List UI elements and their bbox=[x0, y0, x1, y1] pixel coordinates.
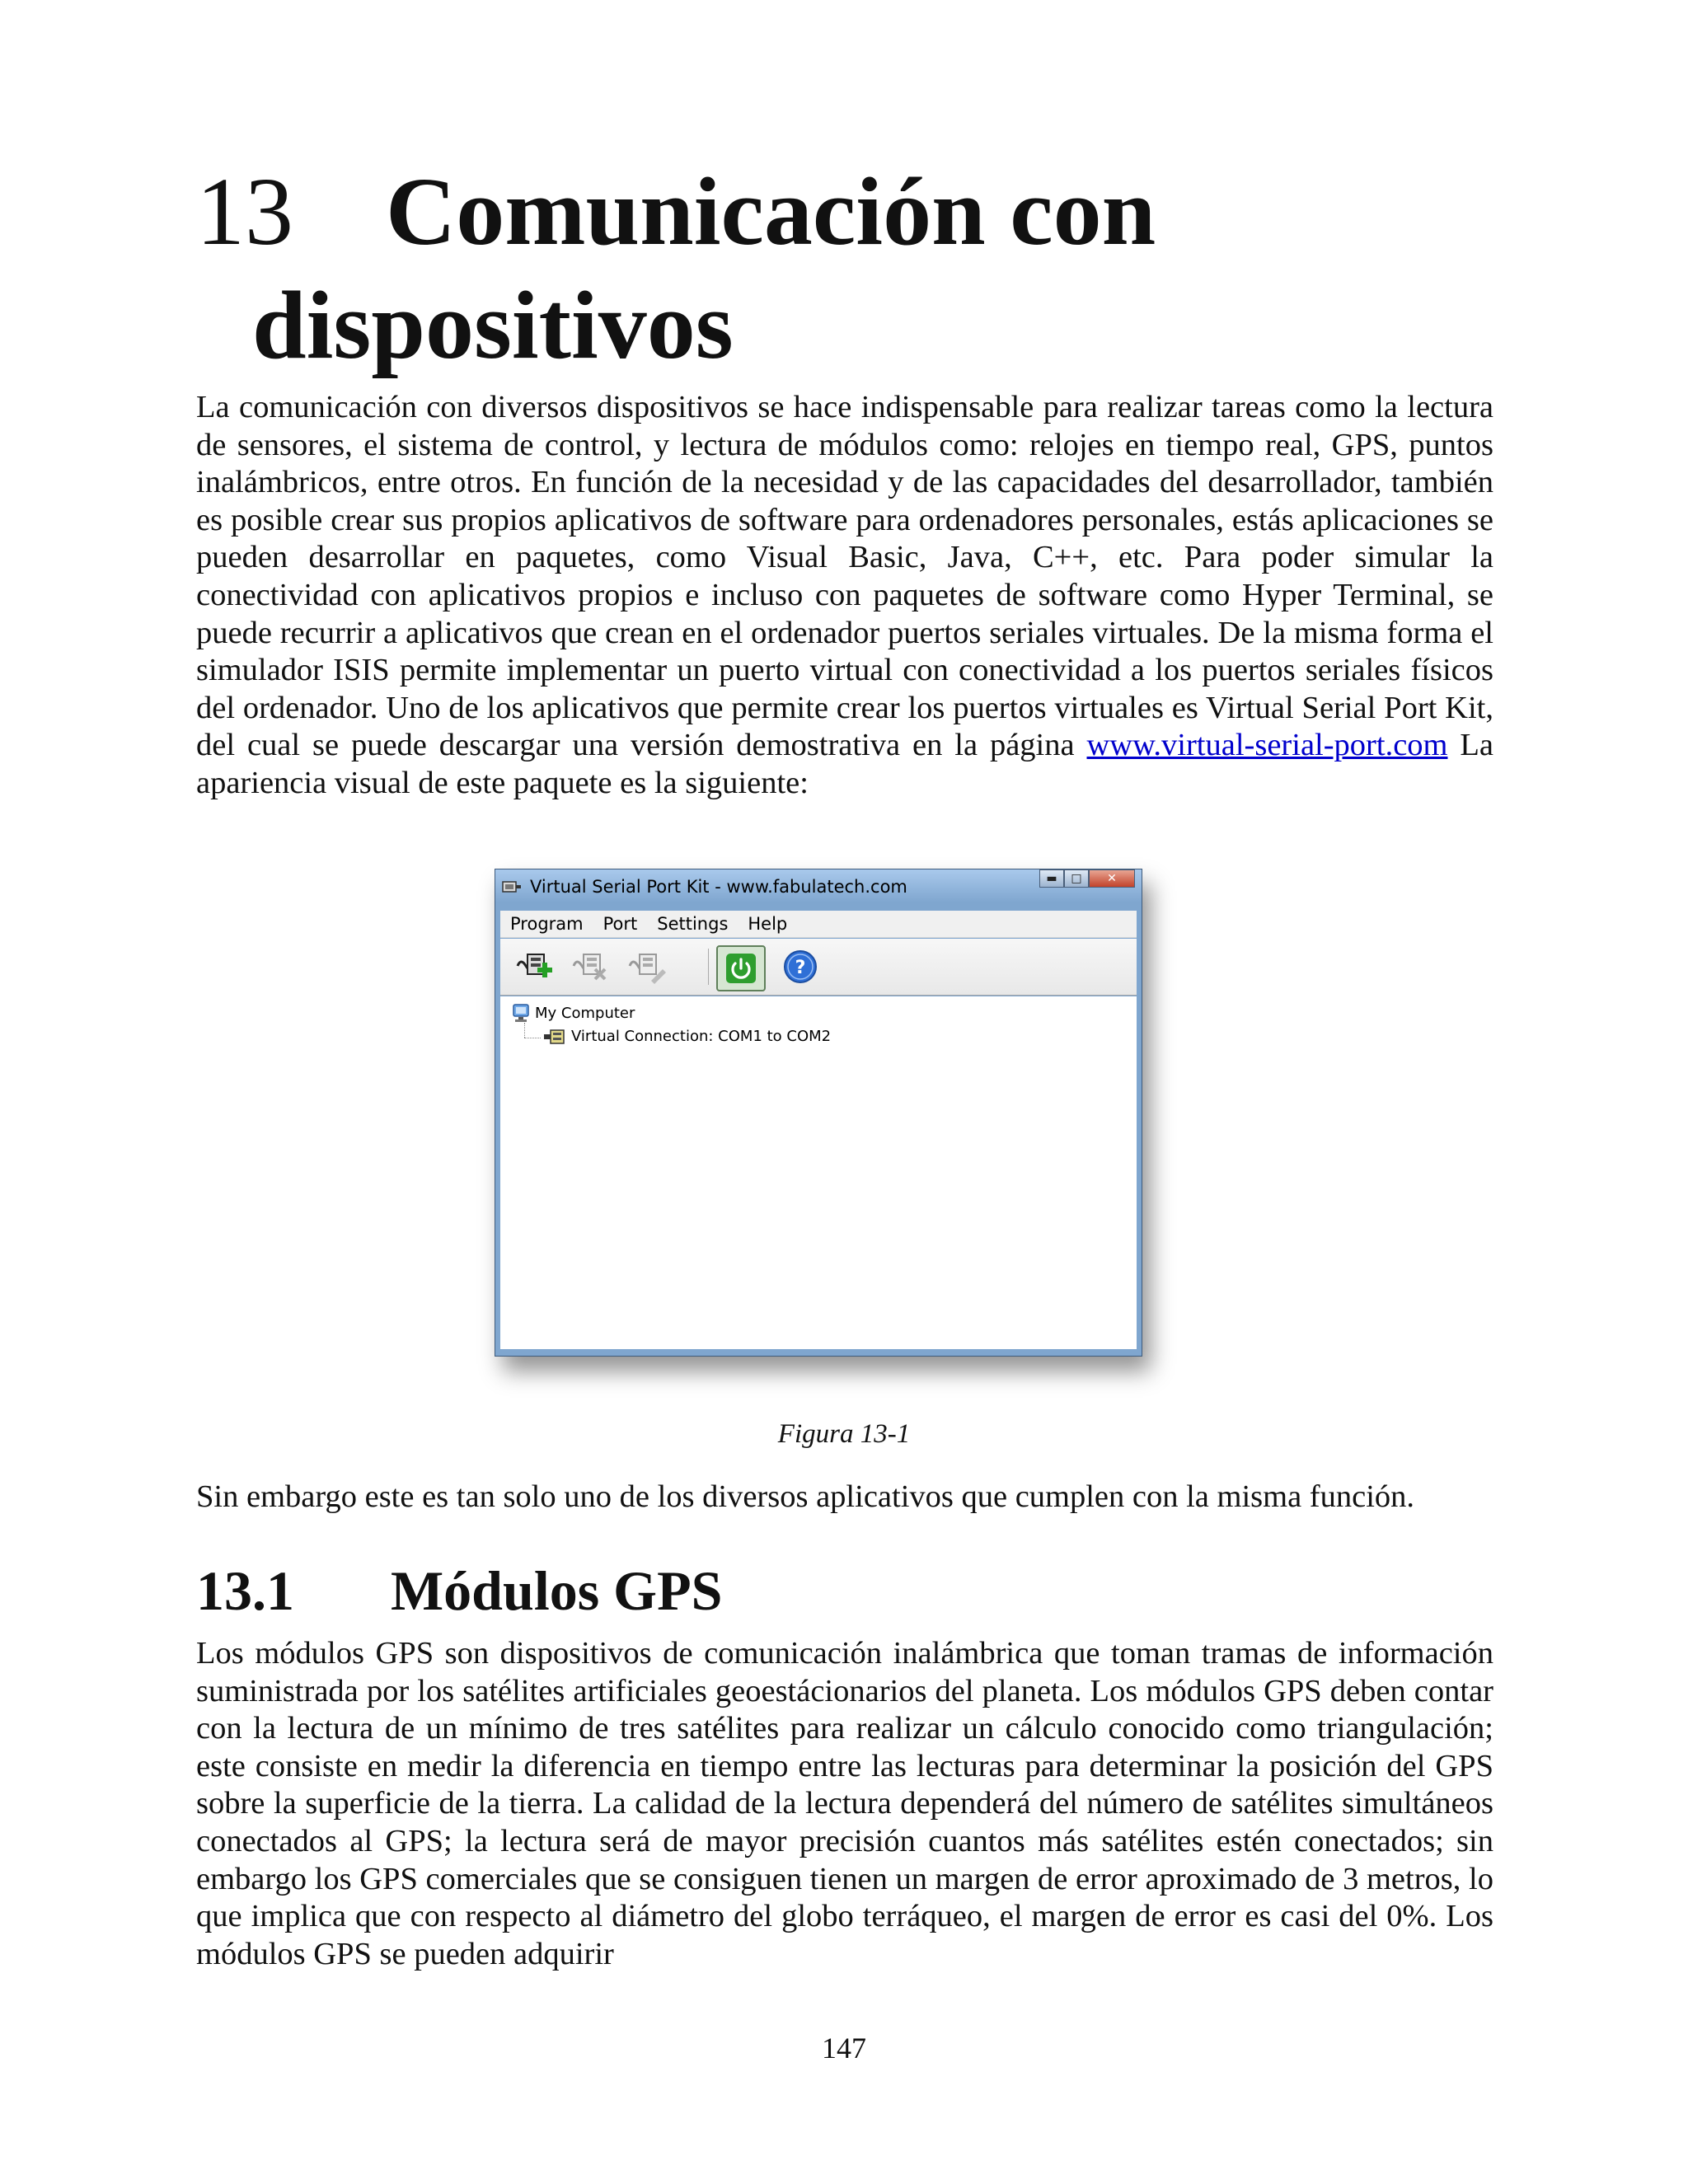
window-title: Virtual Serial Port Kit - www.fabulatech.com bbox=[530, 877, 907, 897]
menu-settings[interactable]: Settings bbox=[657, 914, 729, 934]
window-controls bbox=[1039, 869, 1135, 889]
website-link[interactable]: www.virtual-serial-port.com bbox=[1086, 728, 1448, 763]
add-port-button[interactable] bbox=[512, 945, 558, 988]
tree-root-label: My Computer bbox=[535, 1004, 635, 1022]
edit-port-button[interactable] bbox=[624, 945, 670, 988]
app-window-screenshot bbox=[495, 869, 1142, 1357]
help-button[interactable] bbox=[777, 945, 823, 988]
page-number: 147 bbox=[822, 2032, 866, 2064]
serial-port-app-icon bbox=[502, 879, 522, 894]
svg-text:?: ? bbox=[795, 958, 806, 978]
maximize-icon: □ bbox=[1071, 872, 1082, 885]
power-button[interactable] bbox=[716, 945, 766, 991]
remove-port-button[interactable] bbox=[568, 945, 614, 988]
tree-item-virtual-connection[interactable] bbox=[543, 1028, 831, 1045]
tree-connector-vertical bbox=[524, 1023, 525, 1038]
tree-child-label: Virtual Connection: COM1 to COM2 bbox=[571, 1028, 832, 1045]
menu-bar bbox=[500, 911, 1137, 938]
intro-paragraph bbox=[196, 389, 1493, 803]
section-title-text: Módulos GPS bbox=[391, 1559, 723, 1622]
tree-root-my-computer[interactable] bbox=[512, 1003, 635, 1023]
add-port-icon bbox=[514, 948, 556, 986]
toolbar-separator bbox=[708, 949, 709, 985]
edit-port-icon bbox=[626, 948, 668, 986]
maximize-button[interactable] bbox=[1064, 869, 1089, 888]
minimize-icon: ▬ bbox=[1046, 872, 1057, 885]
window-titlebar bbox=[495, 869, 1142, 902]
figure-caption: Figura 13-1 bbox=[777, 1419, 911, 1449]
section-title bbox=[196, 1558, 722, 1624]
power-icon bbox=[724, 952, 757, 985]
close-icon: ✕ bbox=[1107, 872, 1117, 885]
chapter-title-line1: Comunicación con bbox=[386, 157, 1156, 265]
chapter-title bbox=[196, 155, 1515, 382]
chapter-title-line2: dispositivos bbox=[252, 271, 734, 379]
menu-help[interactable]: Help bbox=[748, 914, 788, 934]
close-button[interactable] bbox=[1089, 869, 1135, 888]
port-tree-view bbox=[500, 996, 1137, 1349]
intro-text-after-link: La apariencia visual de este paquete es la siguiente: bbox=[196, 728, 1494, 800]
gps-paragraph: Los módulos GPS son dispositivos de comunicación inalámbrica que toman tramas de información suministrada por los satélites artificiales geoestácionarios del planeta. Los módulos GPS deben contar con la lectura de un mínimo de tres satélites para realizar un cálculo conocido como triangulación; este consiste en medir la diferencia en tiempo entre las lecturas para determinar la posición del GPS sobre la superficie de la tierra. La calidad de la lectura dependerá del número de satélites simultáneos conectados al GPS; la lectura será de mayor precisión cuantos más satélites estén conectados; sin embargo los GPS comerciales que se consiguen tienen un margen de error aproximado de 3 metros, lo que implica que con respecto al diámetro del globo terráqueo, el margen de error es casi del 0%. Los módulos GPS se pueden adquirir bbox=[196, 1636, 1493, 1971]
toolbar bbox=[500, 939, 1137, 996]
menu-program[interactable]: Program bbox=[510, 914, 584, 934]
intro-text-before-link: La comunicación con diversos dispositivos se hace indispensable para realizar tareas como la lectura de sensores, el sistema de control, y lectura de módulos como: relojes en tiempo real, GPS, puntos inalámbricos, entre otros. En función de la necesidad y de las capacidades del desarrollador, también es posible crear sus propios aplicativos de software para ordenadores personales, estás aplicaciones se pueden desarrollar en paquetes, como Visual Basic, Java, C++, etc. Para poder simular la conectividad con aplicativos propios e incluso con paquetes de software como Hyper Terminal, se puede recurrir a aplicativos que crean en el ordenador puertos seriales virtuales. De la misma forma el simulador ISIS permite implementar un puerto virtual con conectividad a los puertos seriales físicos del ordenador. Uno de los aplicativos que permite crear los puertos virtuales es Virtual Serial Port Kit, del cual se puede descargar una versión demostrativa en la página bbox=[196, 390, 1493, 763]
computer-icon bbox=[512, 1003, 530, 1023]
menu-port[interactable]: Port bbox=[603, 914, 638, 934]
chapter-number: 13 bbox=[196, 157, 293, 265]
help-icon bbox=[783, 949, 818, 984]
after-figure-paragraph: Sin embargo este es tan solo uno de los diversos aplicativos que cumplen con la misma función. bbox=[196, 1479, 1415, 1514]
minimize-button[interactable] bbox=[1039, 869, 1064, 888]
serial-connection-icon bbox=[543, 1029, 566, 1045]
section-number: 13.1 bbox=[196, 1559, 294, 1622]
remove-port-icon bbox=[570, 948, 612, 986]
